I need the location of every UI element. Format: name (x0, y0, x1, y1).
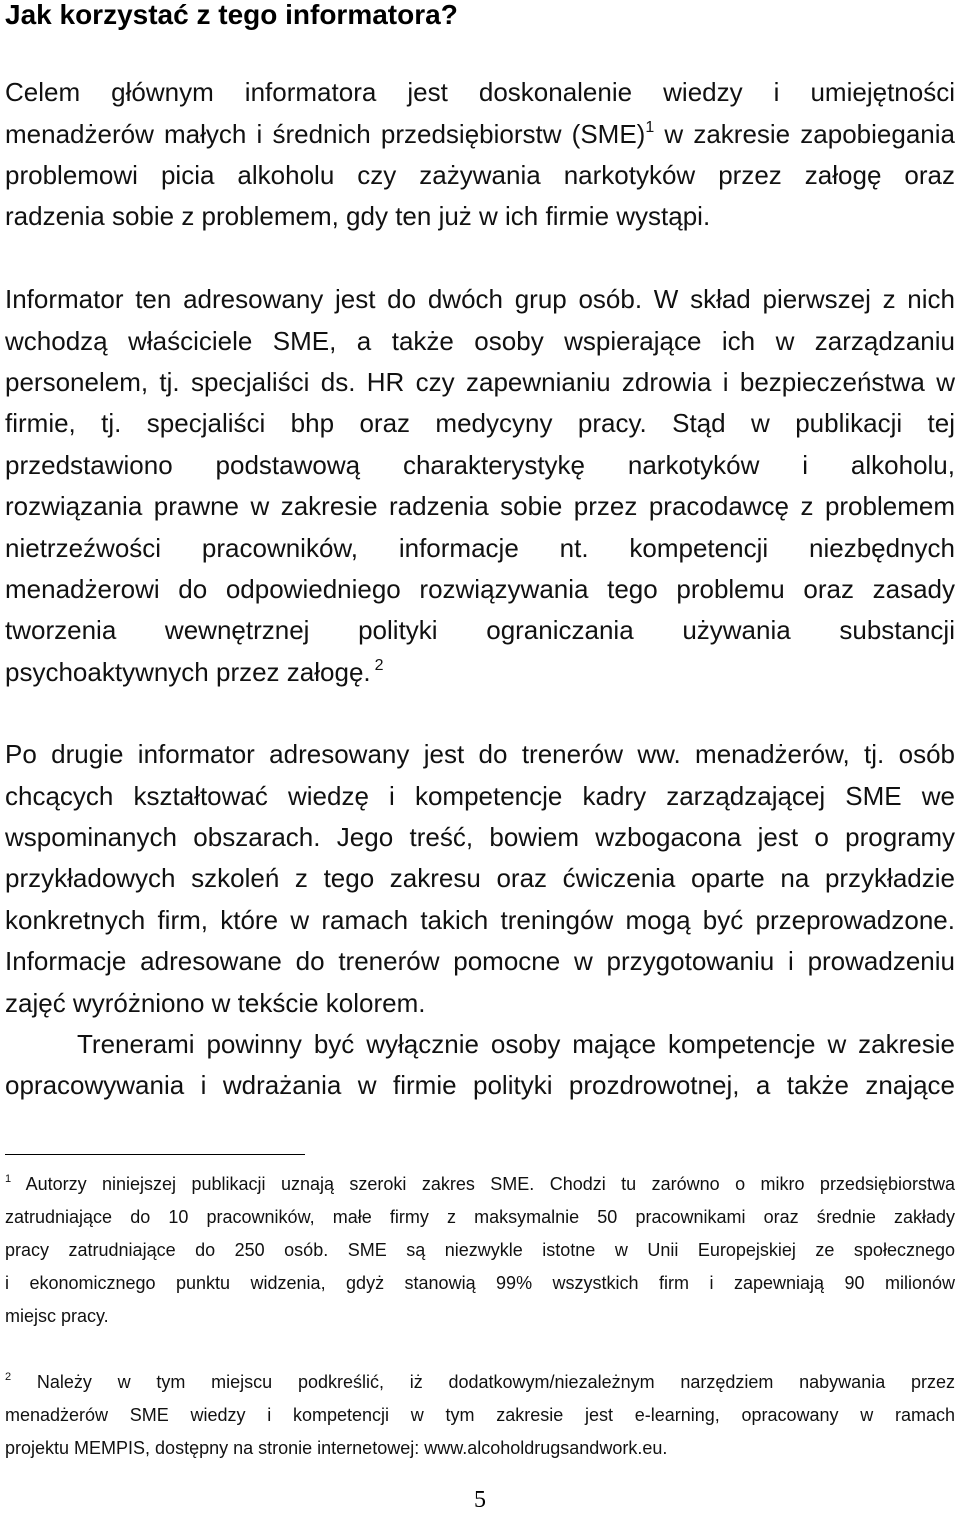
text-line (5, 114, 955, 155)
text-line: menadżerowi do odpowiedniego rozwiązywania tego problemu oraz zasady (5, 574, 955, 605)
text-line: przedstawiono podstawową charakterystykę narkotyków i alkoholu, (5, 449, 955, 480)
footnote-line: pracy zatrudniające do 250 osób. SME są niezwykle istotne w Unii Europejskiej ze społecznego (5, 1239, 955, 1260)
text-segment: menadżerów małych i średnich przedsiębiorstw (SME) (5, 118, 646, 149)
text-line: nietrzeźwości pracowników, informacje nt. kompetencji niezbędnych (5, 532, 955, 563)
text-line: zajęć wyróżniono w tekście kolorem. (5, 987, 426, 1018)
footnote-line: miejsc pracy. (5, 1305, 109, 1326)
text-line: przykładowych szkoleń z tego zakresu oraz ćwiczenia oparte na przykładzie (5, 863, 955, 894)
text-line: wchodzą właściciele SME, a także osoby wspierające ich w zarządzaniu (5, 325, 955, 356)
text-line: rozwiązania prawne w zakresie radzenia sobie przez pracodawcę z problemem (5, 491, 955, 522)
text-line: tworzenia wewnętrznej polityki ograniczania używania substancji (5, 615, 955, 646)
text-line: chcących kształtować wiedzę i kompetencje kadry zarządzającej SME we (5, 780, 955, 811)
text-line: Trenerami powinny być wyłącznie osoby mające kompetencje w zakresie (77, 1029, 955, 1060)
page-heading: Jak korzystać z tego informatora? (5, 0, 458, 30)
text-segment: psychoaktywnych przez załogę. (5, 656, 371, 687)
text-line: personelem, tj. specjaliści ds. HR czy zapewnianiu zdrowia i bezpieczeństwa w (5, 367, 955, 398)
footnote-2 (5, 1366, 955, 1465)
text-line: Celem głównym informatora jest doskonalenie wiedzy i umiejętności (5, 77, 955, 108)
text-line: wspominanych obszarach. Jego treść, bowiem wzbogacona jest o programy (5, 822, 955, 853)
text-line: Informator ten adresowany jest do dwóch grup osób. W skład pierwszej z nich (5, 284, 955, 315)
paragraph-trainers (5, 734, 955, 1024)
text-line: opracowywania i wdrażania w firmie polityki prozdrowotnej, a także znające (5, 1070, 955, 1101)
text-line (5, 652, 955, 693)
paragraph-purpose (5, 72, 955, 238)
footnote-line (5, 1168, 955, 1201)
footnote-text: Należy w tym miejscu podkreślić, iż dodatkowym/niezależnym narzędziem nabywania przez (36, 1371, 955, 1392)
text-segment: w zakresie zapobiegania (664, 118, 955, 149)
page-number: 5 (474, 1487, 486, 1513)
text-line: konkretnych firm, które w ramach takich treningów mogą być przeprowadzone. (5, 904, 955, 935)
text-line: radzenia sobie z problemem, gdy ten już w ich firmie wystąpi. (5, 201, 711, 232)
footnote-line: menadżerów SME wiedzy i kompetencji w tym zakresie jest e-learning, opracowany w ramach (5, 1404, 955, 1425)
footnote-number: 1 (5, 1172, 12, 1185)
paragraph-trainer-qualifications (5, 1024, 955, 1107)
footnote-ref-1: 1 (645, 118, 655, 136)
footnote-number: 2 (5, 1370, 12, 1383)
paragraph-target-groups (5, 279, 955, 693)
text-line: Informacje adresowane do trenerów pomocne w przygotowaniu i prowadzeniu (5, 946, 955, 977)
footnote-line (5, 1366, 955, 1399)
text-line: firmie, tj. specjaliści bhp oraz medycyny pracy. Stąd w publikacji tej (5, 408, 955, 439)
text-line: Po drugie informator adresowany jest do trenerów ww. menadżerów, tj. osób (5, 739, 955, 770)
footnote-line: projektu MEMPIS, dostępny na stronie internetowej: www.alcoholdrugsandwork.eu. (5, 1437, 668, 1458)
footnote-ref-2: 2 (374, 656, 384, 674)
text-line: problemowi picia alkoholu czy zażywania narkotyków przez załogę oraz (5, 160, 955, 191)
footnote-line: i ekonomicznego punktu widzenia, gdyż stanowią 99% wszystkich firm i zapewniają 90 milionów (5, 1272, 955, 1293)
footnote-line: zatrudniające do 10 pracowników, małe firmy z maksymalnie 50 pracownikami oraz średnie zakłady (5, 1206, 955, 1227)
footnote-1 (5, 1168, 955, 1333)
footnote-separator (5, 1154, 305, 1155)
footnote-text: Autorzy niniejszej publikacji uznają szeroki zakres SME. Chodzi tu zarówno o mikro przedsiębiorstwa (25, 1173, 955, 1194)
